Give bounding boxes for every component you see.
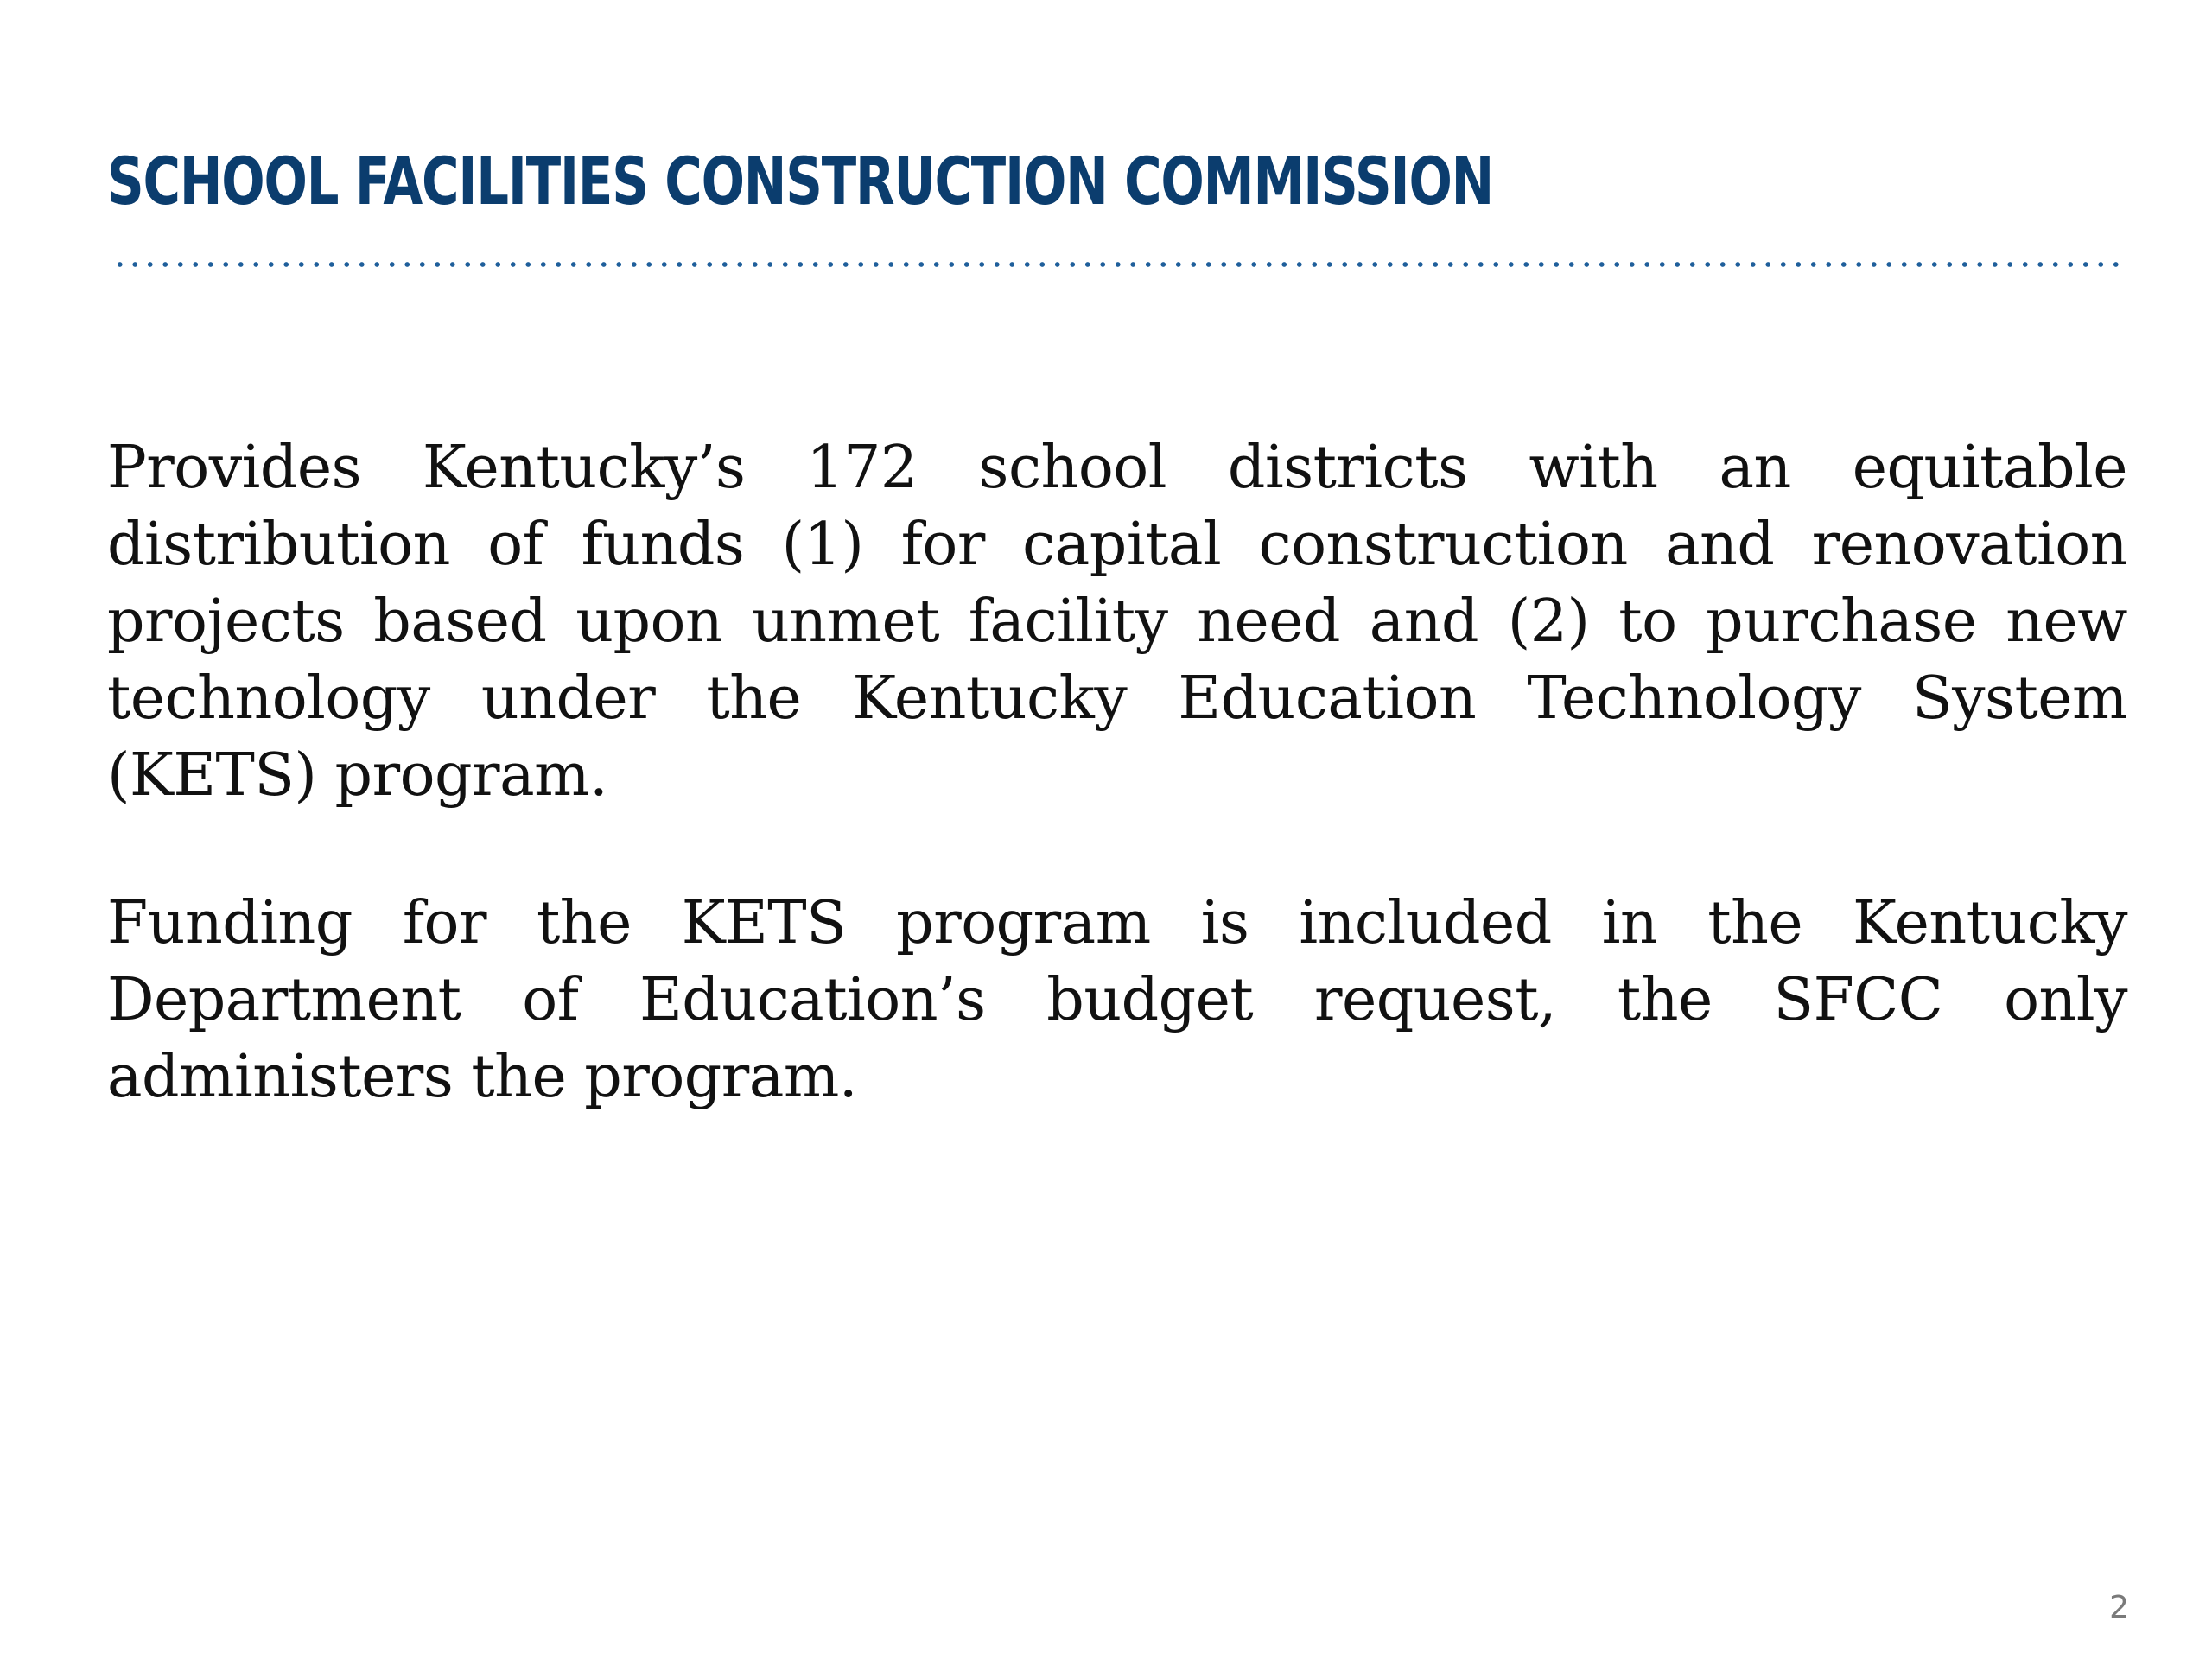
- page-number: 2: [2109, 1590, 2129, 1625]
- slide-title: SCHOOL FACILITIES CONSTRUCTION COMMISSION: [107, 143, 1494, 219]
- body-paragraph-2: Funding for the KETS program is included in the Kentucky Department of Education’s budget request, the SFCC only administers the program.: [107, 889, 2127, 1111]
- body-paragraph-1: Provides Kentucky’s 172 school districts with an equitable distribution of funds (1) for capital construction and renovation projects based upon unmet facility need and (2) to purchase new technology under the Kentucky Education Technology System (KETS) program.: [107, 434, 2127, 810]
- dotted-divider: [112, 261, 2126, 268]
